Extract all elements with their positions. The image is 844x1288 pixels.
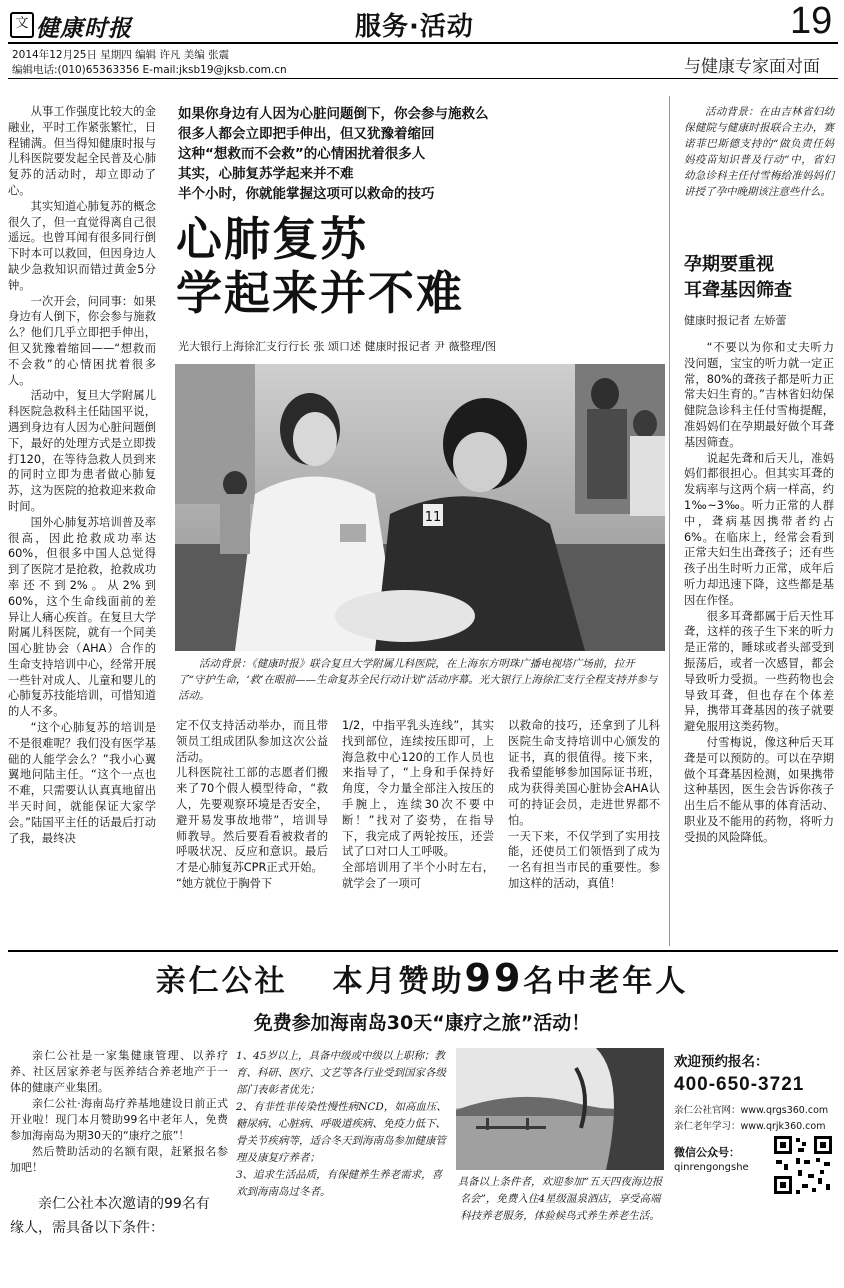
cpr-headline-line2: 学起来并不难	[176, 266, 464, 320]
cpr-lead	[178, 104, 678, 204]
cpr-headline-line1: 心肺复苏	[176, 212, 368, 266]
masthead-rule	[8, 42, 838, 44]
cpr-lead-line: 这种“想救而不会救”的心情困扰着很多人	[178, 146, 426, 162]
hearing-byline: 健康时报记者 左娇蕾	[684, 314, 787, 327]
hearing-title	[684, 252, 834, 304]
ad-intro-paragraph: 然后赞助活动的名额有限，赶紧报名参加吧！	[10, 1145, 228, 1174]
ad-photo-caption: 具备以上条件者，欢迎参加“五天四夜海边报名会”，免费入住4星级温泉酒店，享受高端科技养老服务，体验候鸟式养生养老生活。	[457, 1176, 663, 1222]
cpr-left-paragraph: 活动中，复旦大学附属儿科医院急救科主任陆国平说，遇到身边有人因为心脏问题倒下，最好的处理方式是立即拨打120，在等待急救人员到来的同时立即为患者做心肺复苏，这为医院的抢救迎来救命时间。	[8, 389, 156, 513]
ad-conditions	[236, 1048, 448, 1201]
ad-lake-photo	[456, 1048, 664, 1170]
column-slogan: 与健康专家面对面	[684, 57, 820, 77]
date-line: 2014年12月25日 星期四 编辑 许凡 美编 张震	[12, 49, 230, 61]
photo-bib-number: 11	[424, 510, 442, 525]
ad-title-brand: 亲仁公社	[155, 964, 288, 999]
ad-title-number: 99	[464, 956, 524, 1000]
cpr-lead-line: 很多人都会立即把手伸出，但又犹豫着缩回	[178, 126, 435, 142]
ad-title-end: 名中老年人	[523, 964, 689, 999]
ad-condition-item: 2、有非性非传染性慢性病NCD，如高血压、糖尿病、心脏病、呼吸道疾病、免疫力低下、骨关节疾病等，适合冬天到海南岛参加健康管理及康复疗养者；	[236, 1101, 447, 1164]
ad-intro	[10, 1048, 228, 1176]
cpr-lead-line: 半个小时，你就能掌握这项可以救命的技巧	[178, 186, 435, 202]
cpr-byline: 光大银行上海徐汇支行行长 张 颂口述 健康时报记者 尹 薇整理/图	[178, 340, 497, 353]
cpr-left-paragraph: 一次开会，问同事：如果身边有人倒下，你会参与施救么？他们几乎立即把手伸出，但又犹豫着缩回——“想救而不会救”的心情困扰着很多人。	[8, 294, 156, 387]
hearing-paragraph: 很多耳聋都属于后天性耳聋，这样的孩子生下来的听力是正常的，睡球或者头部受到振荡后，或者一次感冒，都会导致听力受损。一些药物也会导致耳聋，但也存在个体差异，携带耳聋基因的孩子就要避免服用这类药物。	[684, 609, 834, 734]
cpr-left-paragraph: 国外心肺复苏培训普及率很高，因此抢救成功率达60%，但很多中国人总觉得到了医院才是抢救，抢救成功率还不到2%。从2%到60%，这个生命线面前的差异让人痛心疾首。在复旦大学附属儿科医院，就有一个同美国心脏协会（AHA）合作的生命支持培训中心，经常开展一些针对成人、儿童和婴儿的心肺复苏技能培训，可惜知道的人不多。	[8, 515, 156, 719]
hearing-body	[684, 340, 834, 946]
cpr-training-photo	[175, 364, 665, 651]
cpr-left-paragraph: 从事工作强度比较大的金融业，平时工作紧张繁忙，日程铺满。但当得知健康时报与儿科医院要发起全民普及心肺复苏的活动时，却立即动了心。	[8, 105, 156, 197]
ad-top-rule	[8, 950, 838, 952]
article-divider	[669, 96, 670, 946]
ad-intro-paragraph: 亲仁公社是一家集健康管理、以养疗养、社区居家养老与医养结合养老地产于一体的健康产业集团。	[10, 1049, 228, 1094]
signup-label: 欢迎预约报名：	[674, 1054, 769, 1070]
cpr-lead-line: 如果你身边有人因为心脏问题倒下，你会参与施救么	[178, 106, 489, 122]
hearing-title-line2: 耳聋基因筛查	[684, 280, 792, 301]
qr-code-icon	[772, 1134, 834, 1196]
cpr-headline	[176, 212, 676, 320]
cpr-bottom-col-2: 1/2，中指平乳头连线”，其实找到部位，连续按压即可，上海急救中心120的工作人员也来指导了，“上身和手保持好角度，令力量全部注入按压的手腕上，连续30次不要中断！”找对了姿势，在指导下，我完成了两轮按压，还尝试了口对口人工呼吸。 全部培训用了半个小时左右，就学会了一项可	[342, 719, 494, 890]
ad-title	[0, 956, 844, 1000]
hearing-paragraph: 说起先聋和后天儿，准妈妈们都很担心。但其实耳聋的发病率与这两个病一样高，约1‰~3‰。听力正常的人群中，聋病基因携带者约占6%。在临床上，经常会看到正常夫妇生出聋孩子；还有些孩子出生时听力正常，成年后听力却迅速下降，这些都是基因在作怪。	[684, 451, 834, 607]
logo-icon: 文	[10, 12, 34, 38]
masthead-logo	[10, 10, 135, 42]
contact-line: 编辑电话:(010)65363356 E-mail:jksb19@jksb.com.cn	[12, 64, 287, 76]
signup-website-1[interactable]: 亲仁公社官网：www.qrgs360.com	[674, 1105, 829, 1116]
wechat-info	[674, 1144, 764, 1173]
hearing-paragraph: “不要以为你和丈夫听力没问题，宝宝的听力就一定正常，80%的聋孩子都是听力正常夫妇生育的。”吉林省妇幼保健院急诊科主任付雪梅提醒，准妈妈们在孕期最好做个耳聋基因筛查。	[684, 341, 834, 449]
hearing-background: 活动背景：在由吉林省妇幼保健院与健康时报联合主办，赛诺菲巴斯德支持的“做负责任妈妈疫苗知识普及行动”中，省妇幼急诊科主任付雪梅给准妈妈们讲授了孕中晚期该注意些什么。	[684, 106, 834, 198]
cpr-lead-line: 其实，心肺复苏学起来并不难	[178, 166, 354, 182]
logo-text: 健康时报	[36, 15, 132, 42]
ad-title-mid: 本月赞助	[332, 964, 465, 999]
ad-conditions-heading: 亲仁公社本次邀请的99名有缘人，需具备以下条件：	[10, 1196, 210, 1236]
wechat-id: qinrengongshe	[674, 1162, 749, 1173]
ad-signup	[674, 1050, 838, 1132]
cpr-left-column	[8, 104, 156, 944]
masthead	[0, 0, 844, 80]
cpr-photo-caption: 活动背景：《健康时报》联合复旦大学附属儿科医院，在上海东方明珠广播电视塔广场前，拉开了“守护生命，‘救’在眼前——生命复苏全民行动计划”活动序幕。光大银行上海徐汇支行全程支持并参与活动。	[178, 658, 658, 702]
cpr-left-paragraph: “这个心肺复苏的培训是不是很难呢？我们没有医学基础的人能学会么？”我小心翼翼地问陆主任。“这个一点也不难，只需要认认真真地留出半天时间，就能保证大家学会。”陆国平主任的话最后打动了我，最终决	[8, 721, 156, 845]
masthead-rule-bottom	[8, 78, 838, 79]
cpr-bottom-col-1: 定不仅支持活动举办，而且带领员工组成团队参加这次公益活动。 儿科医院社工部的志愿者们搬来了70个假人模型待命，“救人，先要观察环境是否安全，避开易发事故地带”，培训导师教导。然后要看看被救者的呼吸状况、反应和意识。最后才是心肺复苏CPR正式开始。 “她方就位于胸骨下	[176, 719, 328, 890]
hearing-title-line1: 孕期要重视	[684, 254, 774, 275]
hearing-paragraph: 付雪梅说，像这种后天耳聋是可以预防的。可以在孕期做个耳聋基因检测，如果携带这种基因，医生会告诉你孩子出生后不能从事的体育活动、职业及不能用的药物，将听力受损的风险降低。	[684, 735, 834, 844]
signup-phone[interactable]: 400-650-3721	[674, 1074, 805, 1095]
page-number: 19	[790, 0, 833, 42]
cpr-bottom-col-3: 以救命的技巧，还拿到了儿科医院生命支持培训中心颁发的证书，真的很值得。接下来，我希望能够参加国际证书班，成为获得美国心脏协会AHA认可的持证会员，走进世界都不怕。 一天下来，不仅学到了实用技能，还使员工们领悟到了成为一名有担当市民的重要性。参加这样的活动，真值！	[508, 719, 660, 890]
cpr-left-paragraph: 其实知道心肺复苏的概念很久了，但一直觉得离自己很遥远。也曾耳闻有很多同行倒下时本可以救回，但因身边人缺少急救知识而错过黄金5分钟。	[8, 199, 156, 292]
signup-website-2[interactable]: 亲仁老年学习：www.qrjk360.com	[674, 1121, 826, 1132]
wechat-label: 微信公众号：	[674, 1146, 740, 1159]
ad-condition-item: 3、追求生活品质，有保健养生养老需求，喜欢到海南岛过冬者。	[236, 1169, 443, 1198]
section-title: 服务·活动	[355, 12, 474, 42]
ad-intro-paragraph: 亲仁公社·海南岛疗养基地建设日前正式开业啦！现门本月赞助99名中老年人，免费参加海南岛为期30天的“康疗之旅”！	[10, 1097, 228, 1142]
ad-condition-item: 1、45岁以上，具备中级或中级以上职称；教育、科研、医疗、文艺等各行业受到国家各级部门表彰者优先；	[236, 1050, 446, 1096]
ad-subtitle: 免费参加海南岛30天“康疗之旅”活动！	[253, 1012, 591, 1034]
